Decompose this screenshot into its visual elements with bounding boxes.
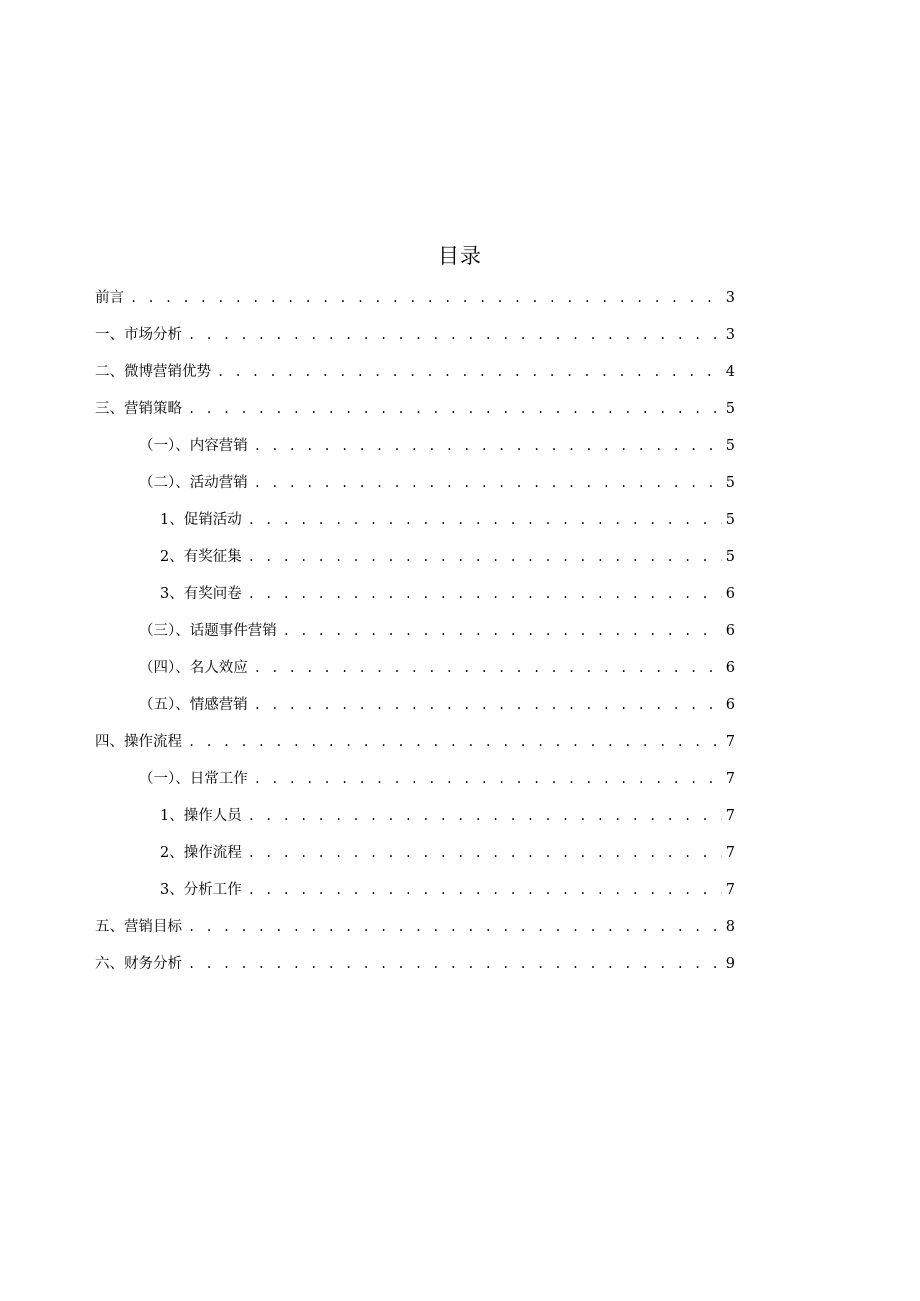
toc-entry-page-number: 9 [725,956,735,972]
dot-leader [188,951,722,977]
toc-entry[interactable] [95,507,735,544]
toc-entry-page-number: 7 [725,808,735,824]
toc-entry-page-number: 7 [725,845,735,861]
toc-entry-label: 3、分析工作 [160,882,242,898]
toc-entry[interactable] [95,470,735,507]
dot-leader [254,470,722,496]
toc-entry-label: （一）、日常工作 [139,771,248,787]
dot-leader [248,507,722,533]
toc-entry[interactable] [95,618,735,655]
dot-leader [130,285,722,311]
toc-entry-label: 2、有奖征集 [160,549,242,565]
dot-leader [248,544,722,570]
toc-entry-label: 前言 [95,290,124,306]
toc-entry[interactable] [95,951,735,988]
toc-entry[interactable] [95,766,735,803]
table-of-contents [95,285,735,988]
dot-leader [188,914,722,940]
toc-entry-page-number: 5 [725,549,735,565]
toc-entry-label: 1、操作人员 [160,808,242,824]
toc-entry[interactable] [95,359,735,396]
toc-entry[interactable] [95,285,735,322]
dot-leader [188,729,722,755]
toc-entry-label: （二）、活动营销 [139,475,248,491]
dot-leader [283,618,722,644]
toc-entry[interactable] [95,840,735,877]
toc-entry[interactable] [95,692,735,729]
toc-entry[interactable] [95,729,735,766]
toc-entry-label: 3、有奖问卷 [160,586,242,602]
toc-entry-page-number: 7 [725,734,735,750]
toc-entry-page-number: 5 [725,512,735,528]
toc-entry[interactable] [95,396,735,433]
toc-entry-page-number: 6 [725,697,735,713]
dot-leader [217,359,722,385]
toc-entry-page-number: 5 [725,401,735,417]
toc-entry-page-number: 8 [725,919,735,935]
toc-entry[interactable] [95,433,735,470]
toc-title: 目录 [438,244,482,268]
toc-entry-label: 六、财务分析 [95,956,182,972]
toc-entry[interactable] [95,803,735,840]
toc-entry-label: 1、促销活动 [160,512,242,528]
toc-entry-label: （四）、名人效应 [139,660,248,676]
dot-leader [254,766,722,792]
dot-leader [188,322,722,348]
dot-leader [188,396,722,422]
dot-leader [248,803,722,829]
toc-entry-label: 四、操作流程 [95,734,182,750]
toc-entry-label: 二、微博营销优势 [95,364,211,380]
toc-entry-label: 一、市场分析 [95,327,182,343]
dot-leader [248,840,722,866]
toc-entry[interactable] [95,322,735,359]
toc-entry-page-number: 7 [725,771,735,787]
toc-entry-page-number: 6 [725,660,735,676]
toc-entry-page-number: 4 [725,364,735,380]
toc-entry-label: 三、营销策略 [95,401,182,417]
toc-entry-page-number: 5 [725,475,735,491]
dot-leader [254,655,722,681]
toc-entry-label: （三）、话题事件营销 [139,623,277,639]
toc-entry-label: （五）、情感营销 [139,697,248,713]
toc-entry-page-number: 3 [725,327,735,343]
dot-leader [248,877,722,903]
toc-entry-page-number: 3 [725,290,735,306]
toc-entry-page-number: 5 [725,438,735,454]
toc-entry-page-number: 6 [725,586,735,602]
toc-entry[interactable] [95,655,735,692]
toc-entry[interactable] [95,914,735,951]
toc-entry-label: （一）、内容营销 [139,438,248,454]
toc-entry-page-number: 6 [725,623,735,639]
dot-leader [254,433,722,459]
toc-entry-label: 2、操作流程 [160,845,242,861]
dot-leader [248,581,722,607]
toc-entry-page-number: 7 [725,882,735,898]
toc-entry-label: 五、营销目标 [95,919,182,935]
toc-entry[interactable] [95,544,735,581]
toc-entry[interactable] [95,877,735,914]
dot-leader [254,692,722,718]
toc-entry[interactable] [95,581,735,618]
